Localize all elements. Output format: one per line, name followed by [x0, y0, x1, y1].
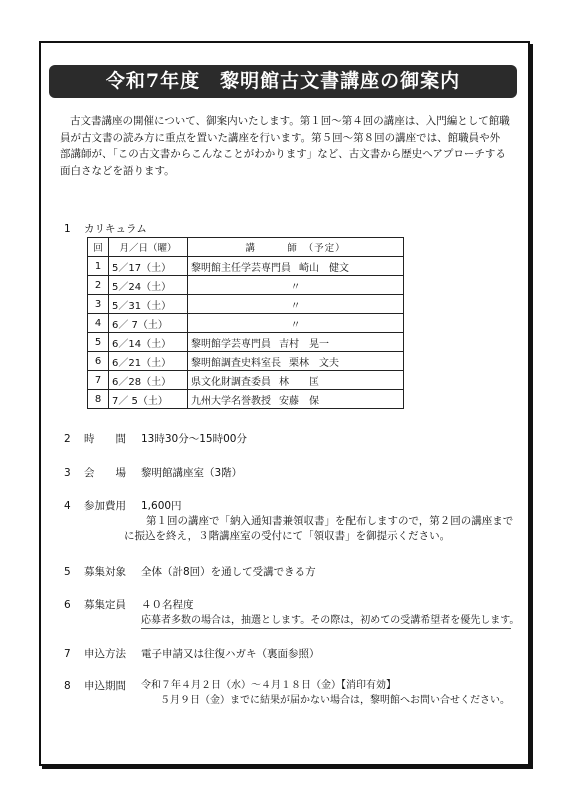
- row-date: 5／31（土）: [109, 295, 188, 314]
- row-lecturer: [188, 295, 404, 314]
- page-title: 令和7年度 黎明館古文書講座の御案内: [49, 65, 517, 98]
- lecturer-title: 〃: [290, 281, 301, 293]
- lecturer-name: 栗林 文夫: [289, 357, 339, 369]
- table-row: [88, 390, 404, 409]
- table-row: [88, 333, 404, 352]
- row-no: 3: [88, 295, 109, 314]
- venue-number: 3: [64, 467, 71, 479]
- row-no: 6: [88, 352, 109, 371]
- lecturer-title: 黎明館学芸専門員: [191, 338, 271, 350]
- lecturer-name: 安藤 保: [279, 395, 319, 407]
- row-date: 7／ 5（土）: [109, 390, 188, 409]
- lecturer-title: 黎明館調査史料室長: [191, 357, 281, 369]
- method-label: 申込方法: [84, 648, 126, 660]
- time-label: 時 間: [84, 433, 126, 445]
- curriculum-table: [87, 237, 404, 409]
- table-row: [88, 276, 404, 295]
- row-date: 5／17（土）: [109, 257, 188, 276]
- capacity-number: 6: [64, 599, 71, 611]
- row-no: 8: [88, 390, 109, 409]
- fee-number: 4: [64, 500, 71, 512]
- row-no: 5: [88, 333, 109, 352]
- period-note: ５月９日（金）までに結果が届かない場合は，黎明館へお問い合せください。: [160, 695, 510, 706]
- period-value: 令和７年４月２日（水）～４月１８日（金）【消印有効】: [141, 680, 396, 691]
- method-number: 7: [64, 648, 71, 660]
- curriculum-label: カリキュラム: [84, 223, 147, 235]
- lecturer-title: 黎明館主任学芸専門員: [191, 262, 291, 274]
- lecturer-title: 九州大学名誉教授: [191, 395, 271, 407]
- time-number: 2: [64, 433, 71, 445]
- lecturer-title: 県文化財調査委員: [191, 376, 271, 388]
- lecturer-name: 林 匡: [279, 376, 319, 388]
- fee-note: 第１回の講座で「納入通知書兼領収書」を配布しますので，第２回の講座までに振込を終え，３階講座室の受付にて「領収書」を御提示ください。: [124, 515, 514, 542]
- lecturer-name: 崎山 健文: [299, 262, 349, 274]
- row-date: 6／28（土）: [109, 371, 188, 390]
- period-label: 申込期間: [84, 680, 126, 692]
- row-date: 6／ 7（土）: [109, 314, 188, 333]
- row-lecturer: [188, 352, 404, 371]
- target-number: 5: [64, 566, 71, 578]
- header-no: 回: [88, 238, 109, 257]
- row-no: 7: [88, 371, 109, 390]
- lecturer-title: 〃: [290, 300, 301, 312]
- table-row: [88, 371, 404, 390]
- row-lecturer: [188, 371, 404, 390]
- header-lecturer: 講 師 （予定）: [188, 238, 404, 257]
- row-date: 6／21（土）: [109, 352, 188, 371]
- fee-value: 1,600円: [141, 500, 182, 512]
- capacity-value: ４０名程度: [141, 599, 194, 611]
- capacity-note: 応募者多数の場合は，抽選とします。その際は，初めての受講希望者を優先します。: [141, 613, 511, 629]
- row-date: 6／14（土）: [109, 333, 188, 352]
- curriculum-number: 1: [64, 223, 71, 235]
- row-lecturer: [188, 314, 404, 333]
- target-value: 全体（計8回）を通して受講できる方: [141, 566, 316, 578]
- method-value: 電子申請又は往復ハガキ（裏面参照）: [141, 648, 320, 660]
- table-header-row: [88, 238, 404, 257]
- intro-paragraph: 古文書講座の開催について、御案内いたします。第１回～第４回の講座は、入門編として館職員が古文書の読み方に重点を置いた講座を行います。第５回～第８回の講座では、館職員や外部講師が、「この古文書からこんなことがわかります」など、古文書から歴史へアプローチする面白さなどを語ります。: [60, 115, 510, 177]
- table-row: [88, 257, 404, 276]
- lecturer-title: 〃: [290, 319, 301, 331]
- venue-value: 黎明館講座室（3階）: [141, 467, 243, 479]
- fee-label: 参加費用: [84, 500, 126, 512]
- table-row: [88, 352, 404, 371]
- table-row: [88, 314, 404, 333]
- row-lecturer: [188, 257, 404, 276]
- row-date: 5／24（土）: [109, 276, 188, 295]
- period-number: 8: [64, 680, 71, 692]
- row-lecturer: [188, 333, 404, 352]
- row-lecturer: [188, 276, 404, 295]
- row-no: 4: [88, 314, 109, 333]
- table-row: [88, 295, 404, 314]
- row-lecturer: [188, 390, 404, 409]
- capacity-label: 募集定員: [84, 599, 126, 611]
- row-no: 2: [88, 276, 109, 295]
- time-value: 13時30分～15時00分: [141, 433, 247, 445]
- venue-label: 会 場: [84, 467, 126, 479]
- header-date: 月／日（曜）: [109, 238, 188, 257]
- curriculum-rows: [88, 257, 404, 409]
- target-label: 募集対象: [84, 566, 126, 578]
- lecturer-name: 吉村 晃一: [279, 338, 329, 350]
- row-no: 1: [88, 257, 109, 276]
